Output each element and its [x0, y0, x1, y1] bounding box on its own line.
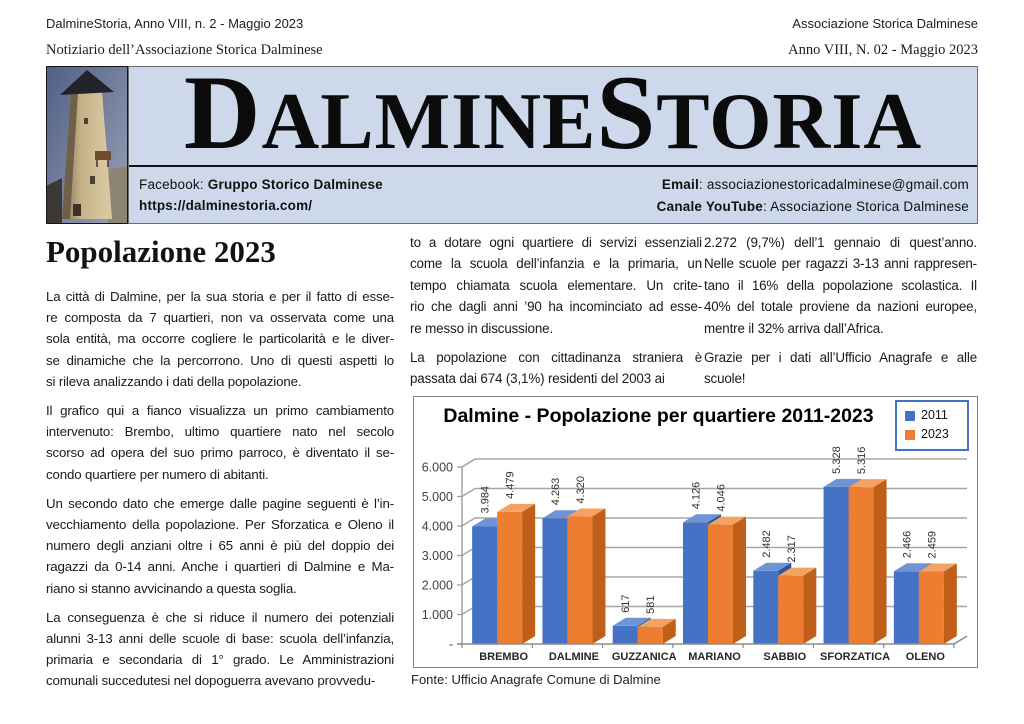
- text-line: ragazzi da 0-14 anni. Anche i quartieri di Dalmine e Ma-: [46, 559, 394, 575]
- website-link[interactable]: https://dalminestoria.com/: [139, 198, 313, 213]
- youtube-channel-name: : Associazione Storica Dalminese: [763, 199, 969, 214]
- legend-swatch-2011: [905, 411, 915, 421]
- y-tick-label: 5.000: [421, 490, 453, 504]
- bar-side-face: [944, 563, 957, 644]
- paragraph: [410, 232, 702, 339]
- value-label-2023-OLENO: 2.459: [926, 530, 939, 559]
- facebook-line: [139, 174, 383, 195]
- youtube-line: [657, 196, 969, 218]
- masthead-title: [129, 54, 977, 171]
- bar-side-face: [874, 479, 887, 644]
- value-label-2023-BREMBO: 4.479: [504, 471, 517, 499]
- text-line: re messo in discussione.: [410, 320, 554, 336]
- value-label-2011-SABBIO: 2.482: [760, 530, 773, 558]
- paragraph: [410, 347, 702, 390]
- paragraph: [46, 286, 394, 392]
- category-label-BREMBO: BREMBO: [479, 651, 529, 663]
- text-line: se dinamiche che la percorrono. Uno di questi aspetti lo: [46, 352, 394, 368]
- y-tick-label: 6.000: [421, 460, 453, 475]
- bar-2011-BREMBO: [472, 526, 497, 644]
- paragraph: [704, 232, 977, 339]
- kicker-row-1: [46, 16, 978, 31]
- text-line: primaria e secondaria di 1° grado. Le Amministrazioni: [46, 652, 394, 668]
- text-line: La città di Dalmine, per la sua storia e per il fatto di esse-: [46, 289, 394, 304]
- text-column-2: [410, 232, 702, 398]
- text-line: La popolazione con cittadinanza straniera è: [410, 350, 702, 366]
- chart-title: Dalmine - Popolazione per quartiere 2011-2023: [443, 405, 874, 427]
- chart-source-note: Fonte: Ufficio Anagrafe Comune di Dalmine: [411, 672, 661, 687]
- bar-2023-MARIANO: [708, 525, 733, 644]
- title-letters: ALMINE: [261, 78, 597, 166]
- article-title: Popolazione 2023: [46, 234, 276, 269]
- bar-side-face: [522, 504, 535, 644]
- tower-photo: [46, 66, 128, 224]
- paragraph: [46, 607, 394, 692]
- value-label-2023-DALMINE: 4.320: [574, 476, 587, 504]
- text-line: 2.272 (9,7%) dell’1 gennaio di quest’anno.: [704, 235, 977, 250]
- text-line: si rileva analizzando i dati della popolazione.: [46, 373, 302, 389]
- bar-2011-SABBIO: [753, 571, 778, 644]
- title-letter: S: [596, 54, 657, 171]
- category-label-DALMINE: DALMINE: [548, 651, 599, 663]
- bar-side-face: [733, 517, 746, 644]
- text-line: Nelle scuole per ragazzi 3-13 anni rappresen-: [704, 256, 977, 272]
- bar-2011-OLENO: [894, 571, 919, 644]
- text-line: tano il 16% della popolazione scolastica. Il: [704, 277, 977, 293]
- bar-2023-GUZZANICA: [638, 627, 663, 644]
- value-label-2011-MARIANO: 4.126: [690, 481, 703, 510]
- youtube-label: Canale YouTube: [656, 199, 763, 214]
- value-label-2011-OLENO: 2.466: [901, 530, 914, 559]
- value-label-2011-DALMINE: 4.263: [549, 477, 562, 506]
- y-tick-label: 4.000: [421, 519, 453, 534]
- association-name: Associazione Storica Dalminese: [792, 16, 978, 31]
- text-line: La conseguenza è che si riduce il numero dei potenziali: [46, 609, 394, 625]
- bar-2023-DALMINE: [567, 517, 592, 644]
- legend-label-2011: 2011: [921, 408, 948, 422]
- gridline: [462, 489, 967, 497]
- value-label-2011-BREMBO: 3.984: [479, 485, 492, 514]
- value-label-2011-SFORZATICA: 5.328: [831, 446, 844, 474]
- legend-label-2023: 2023: [921, 427, 949, 441]
- text-line: scorso ad opera del suo primo parroco, è diventato il se-: [46, 445, 394, 461]
- chart-plot-area: [414, 439, 976, 665]
- text-line: vecchiamento della popolazione. Per Sforzatica e Oleno il: [46, 517, 394, 533]
- masthead-contacts: [129, 167, 977, 221]
- text-line: tempo chiamata scuola elementare. Un crite-: [410, 277, 702, 293]
- title-letters: TORIA: [656, 78, 923, 166]
- value-label-2023-GUZZANICA: 581: [645, 595, 658, 614]
- legend-swatch-2023: [905, 430, 915, 440]
- bar-2011-SFORZATICA: [824, 487, 849, 644]
- email-line: [657, 174, 969, 196]
- category-label-GUZZANICA: GUZZANICA: [611, 651, 677, 663]
- text-line: come la scuola dell’infanzia e la primaria, un: [410, 256, 702, 272]
- issue-info-left: DalmineStoria, Anno VIII, n. 2 - Maggio 2023: [46, 16, 304, 31]
- tower-illustration: [46, 66, 128, 224]
- issue-info-right: Anno VIII, N. 02 - Maggio 2023: [788, 42, 978, 58]
- text-line: rio che dagli anni ’90 ha incominciato ad esse-: [410, 299, 702, 315]
- text-line: condo quartiere per numero di abitanti.: [46, 466, 269, 482]
- text-line: mentre il 32% arriva dall’Africa.: [704, 320, 884, 336]
- masthead: [46, 54, 978, 224]
- y-tick-label: 3.000: [421, 549, 453, 563]
- text-line: Il grafico qui a fianco visualizza un primo cambiamento: [46, 403, 394, 419]
- category-label-OLENO: OLENO: [905, 651, 945, 663]
- newsletter-subtitle: Notiziario dell’Associazione Storica Dalminese: [46, 42, 323, 58]
- email-label: Email: [661, 177, 699, 192]
- bar-side-face: [803, 568, 816, 644]
- text-line: scuole!: [704, 371, 746, 387]
- bar-side-face: [592, 509, 605, 644]
- value-label-2011-GUZZANICA: 617: [620, 594, 633, 613]
- category-label-SABBIO: SABBIO: [763, 651, 807, 663]
- paragraph: [46, 493, 394, 599]
- bar-2011-GUZZANICA: [613, 626, 638, 644]
- y-tick-label: -: [448, 637, 453, 652]
- legend-item-2011: [905, 406, 961, 425]
- text-line: sola entità, ma occorre cogliere le particolarità e le diver-: [46, 331, 394, 347]
- value-label-2023-SABBIO: 2.317: [785, 535, 798, 563]
- bar-2011-DALMINE: [542, 518, 567, 644]
- value-label-2023-SFORZATICA: 5.316: [856, 446, 869, 475]
- bar-2023-SFORZATICA: [849, 487, 874, 644]
- text-line: comunali succedutesi nel dopoguerra avevano provvedu-: [46, 673, 376, 689]
- text-line: numero degli anziani oltre i 65 anni è più del doppio dei: [46, 538, 394, 554]
- text-line: Un secondo dato che emerge dalle pagine seguenti è l’in-: [46, 495, 394, 511]
- text-line: riano si stanno avvicinando a questa soglia.: [46, 580, 297, 596]
- text-column-3: [704, 232, 977, 398]
- facebook-label: Facebook:: [139, 177, 204, 192]
- facebook-page-name: Gruppo Storico Dalminese: [207, 177, 383, 192]
- text-line: re composta da 7 quartieri, non va osservata come una: [46, 310, 394, 326]
- text-line: to a dotare ogni quartiere di servizi essenziali: [410, 235, 702, 250]
- bar-2011-MARIANO: [683, 522, 708, 644]
- value-label-2023-MARIANO: 4.046: [715, 484, 728, 512]
- masthead-banner: [128, 54, 978, 224]
- text-line: 40% del totale proviene da nazioni europee,: [704, 299, 977, 315]
- text-line: intervenuto: Brembo, ultimo quartiere nato nel secolo: [46, 424, 394, 440]
- bar-2023-BREMBO: [497, 512, 522, 644]
- paragraph: [46, 400, 394, 485]
- text-line: alunni 3-13 anni delle scuole di base: scuola dell’infanzia,: [46, 631, 394, 647]
- chart-legend: [895, 400, 969, 451]
- title-letter: D: [183, 54, 262, 171]
- email-address[interactable]: : associazionestoricadalminese@gmail.com: [698, 177, 969, 192]
- category-label-MARIANO: MARIANO: [688, 651, 741, 663]
- category-label-SFORZATICA: SFORZATICA: [820, 651, 891, 663]
- gridline: [462, 459, 967, 467]
- text-line: passata dai 674 (3,1%) residenti del 2003 ai: [410, 371, 665, 387]
- text-line: Grazie per i dati all’Ufficio Anagrafe e alle: [704, 350, 977, 366]
- bar-2023-OLENO: [919, 571, 944, 644]
- bar-2023-SABBIO: [778, 576, 803, 644]
- paragraph: [704, 347, 977, 390]
- text-column-1: [46, 286, 394, 700]
- y-tick-label: 2.000: [421, 578, 453, 593]
- population-chart: [413, 396, 978, 668]
- y-tick-label: 1.000: [421, 608, 453, 622]
- legend-item-2023: [905, 425, 961, 444]
